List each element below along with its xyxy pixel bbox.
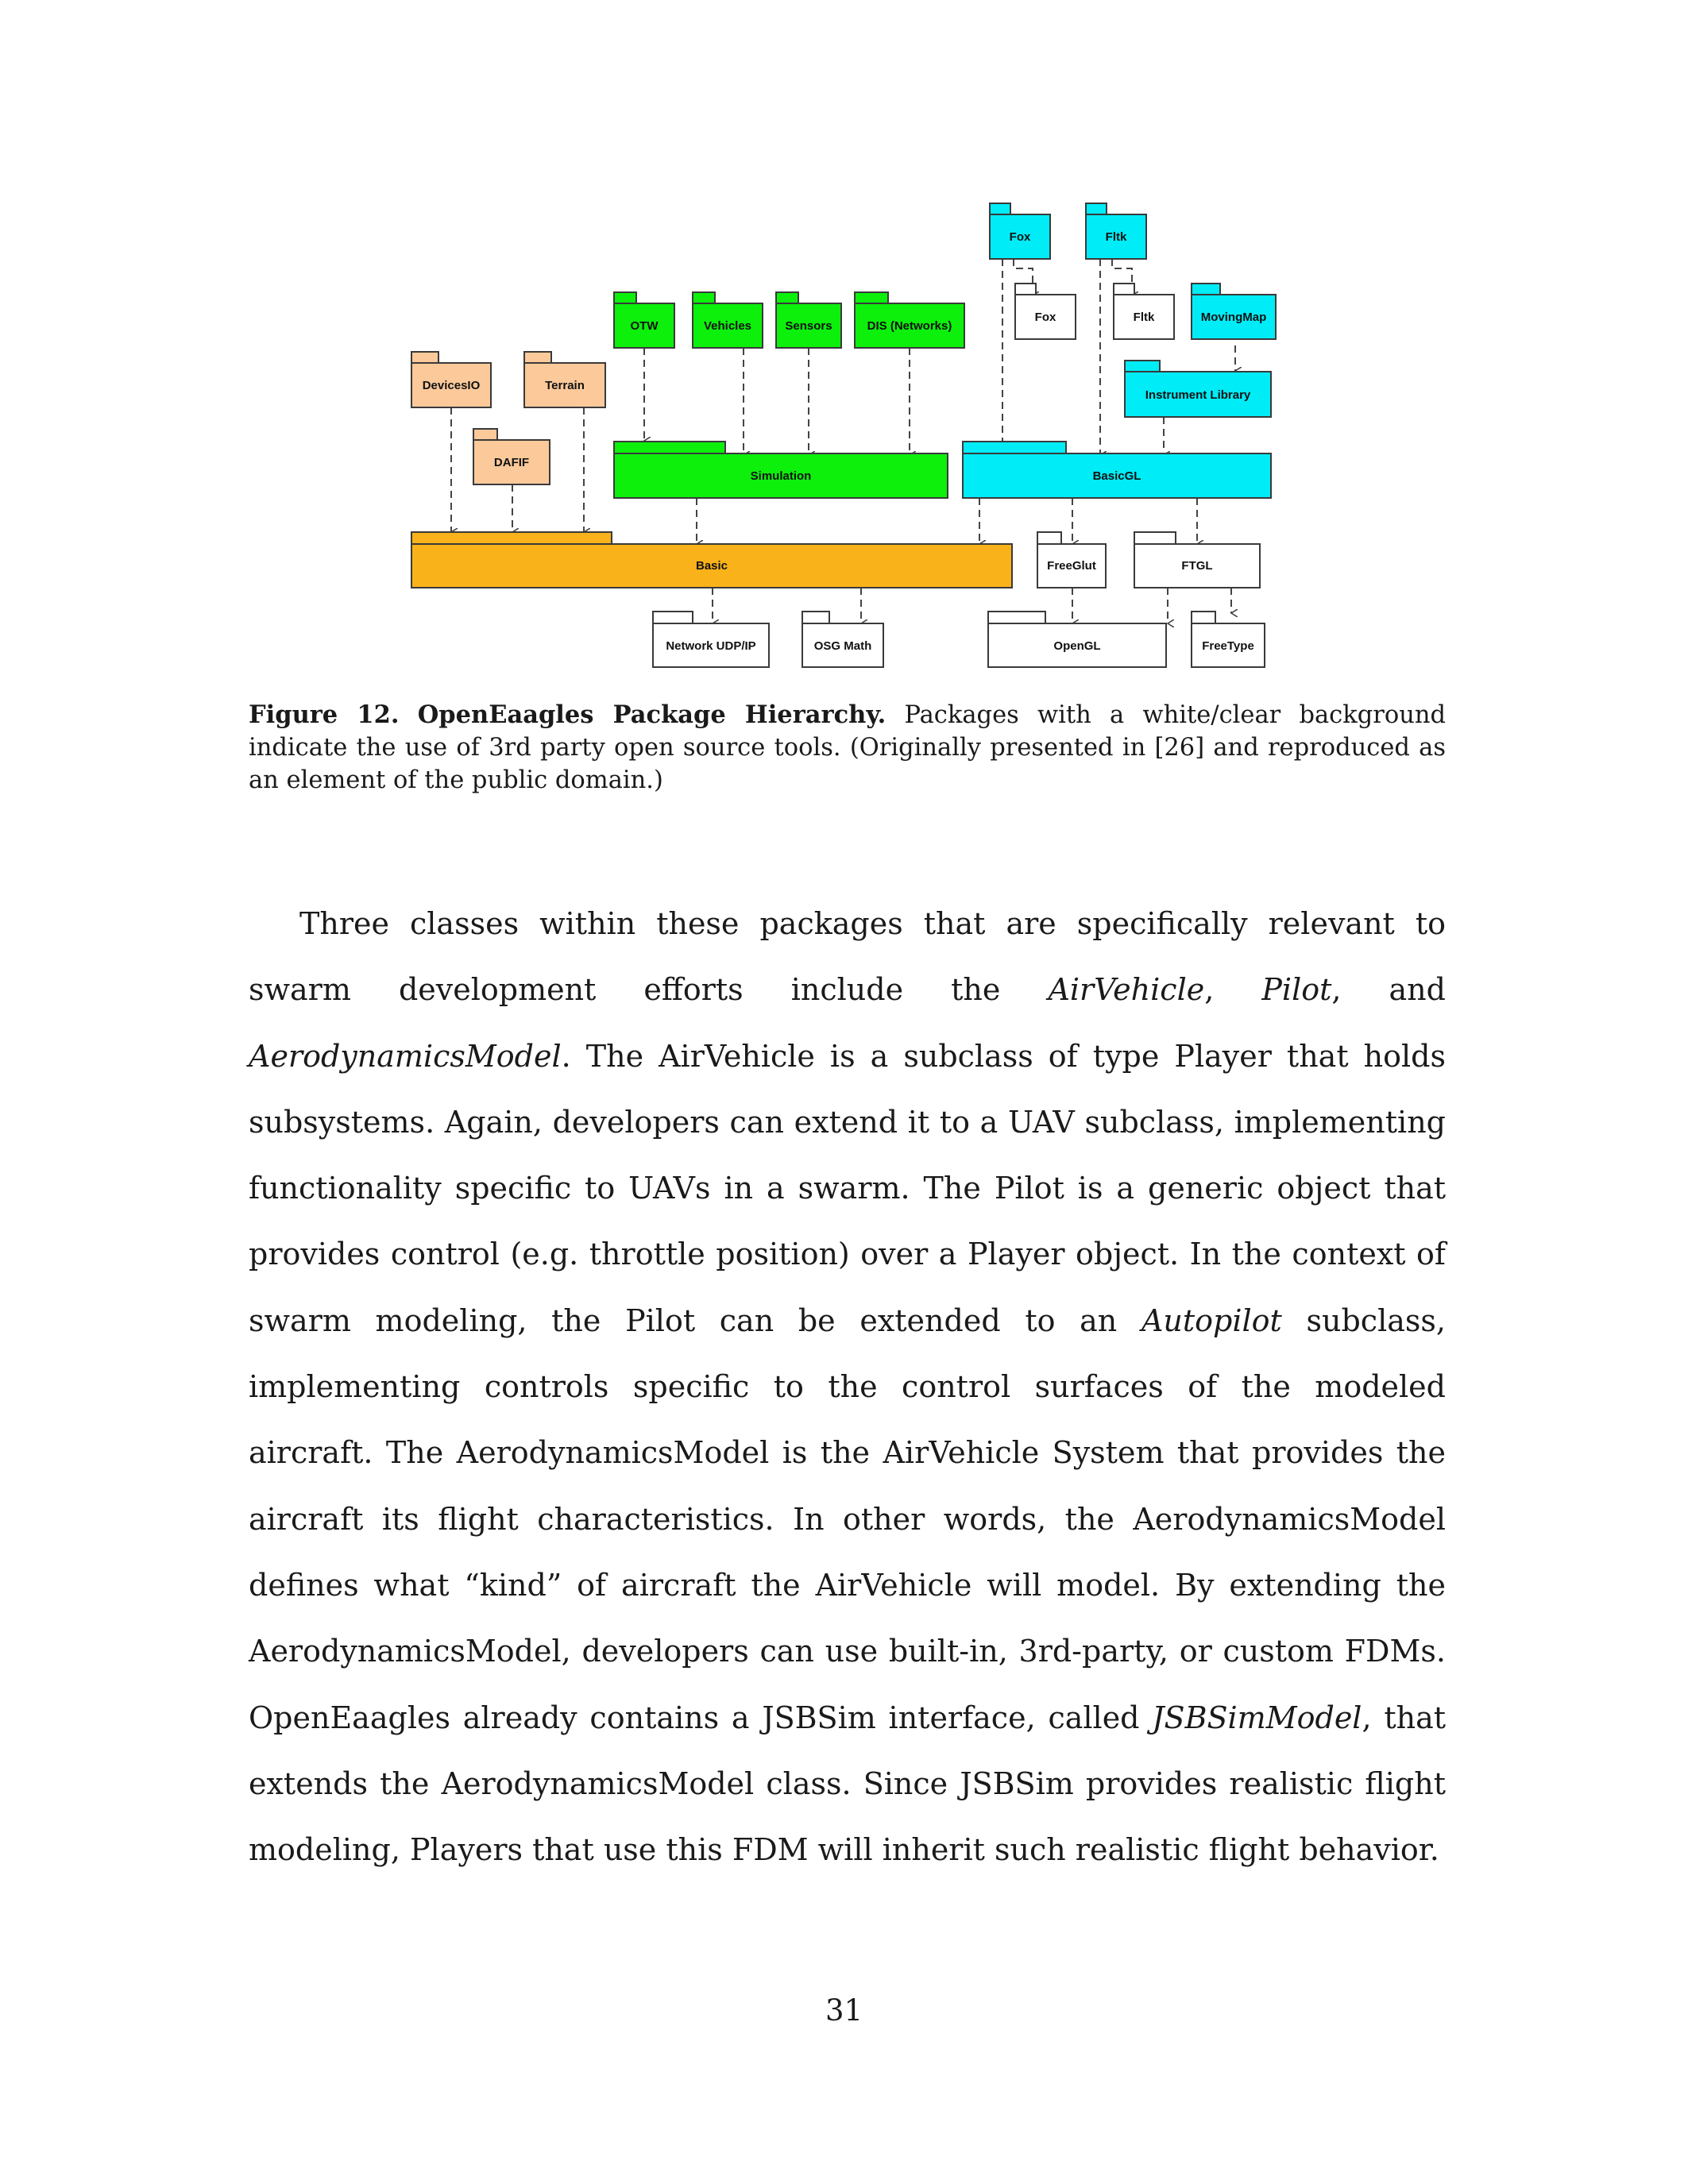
body-text-span: . The AirVehicle is a subclass of type Player that holds subsystems. Again, developers can extend it to a UAV subclass, implementing functionality specific to UAVs in a swarm. The Pilot is a generic object that provides control (e.g. throttle position) over a Player object. In the context of swarm modeling, the Pilot can be extended to an bbox=[249, 1038, 1446, 1338]
package-label: OpenGL bbox=[1053, 639, 1101, 653]
package-network-udp-ip bbox=[653, 612, 769, 667]
body-paragraph bbox=[249, 891, 1446, 1883]
body-text-span: subclass, implementing controls specific to the control surfaces of the modeled aircraft. The AerodynamicsModel is the AirVehicle System that provides the aircraft its flight characteristics. In other words, the AerodynamicsModel defines what “kind” of aircraft the AirVehicle will model. By extending the AerodynamicsModel, developers can use built-in, 3rd-party, or custom FDMs. OpenEaagles already contains a JSBSim interface, called bbox=[249, 1302, 1446, 1735]
figure-label: Figure 12. bbox=[249, 700, 400, 729]
package-basicgl bbox=[963, 442, 1271, 498]
package-label: Basic bbox=[695, 559, 728, 573]
package-simulation bbox=[614, 442, 948, 498]
body-text-span: , and bbox=[1331, 972, 1446, 1008]
package-dafif bbox=[473, 429, 550, 484]
package-label: OTW bbox=[630, 319, 659, 333]
package-label: DevicesIO bbox=[422, 379, 481, 392]
package-basic bbox=[411, 532, 1012, 588]
figure-caption bbox=[249, 699, 1446, 797]
package-terrain bbox=[524, 352, 605, 407]
package-hierarchy-diagram bbox=[0, 0, 1688, 683]
package-label: FreeType bbox=[1202, 639, 1254, 653]
body-text-span: , bbox=[1204, 972, 1262, 1008]
class-name-autopilot: Autopilot bbox=[1141, 1302, 1282, 1338]
package-label: Sensors bbox=[785, 319, 832, 333]
package-label: FTGL bbox=[1181, 559, 1213, 573]
package-fltk-3rd-party bbox=[1114, 284, 1174, 339]
body-text-span: Three classes within these packages that are specifically relevant to swarm development efforts include the bbox=[249, 906, 1446, 1008]
package-label: Simulation bbox=[750, 469, 812, 483]
package-fltk-top bbox=[1086, 203, 1146, 259]
package-label: Vehicles bbox=[703, 319, 752, 333]
package-vehicles bbox=[693, 292, 763, 348]
package-movingmap bbox=[1192, 284, 1276, 339]
class-name-airvehicle: AirVehicle bbox=[1048, 972, 1205, 1008]
class-name-aerodynamicsmodel: AerodynamicsModel bbox=[249, 1038, 562, 1074]
package-devicesio bbox=[411, 352, 491, 407]
package-dis-networks bbox=[855, 292, 964, 348]
package-opengl bbox=[988, 612, 1166, 667]
package-label: Terrain bbox=[545, 379, 585, 392]
package-freetype bbox=[1192, 612, 1265, 667]
package-label: Fltk bbox=[1133, 311, 1155, 324]
package-label: Instrument Library bbox=[1145, 388, 1251, 402]
page-number: 31 bbox=[825, 1993, 863, 2028]
package-osg-math bbox=[802, 612, 883, 667]
package-label: OSG Math bbox=[813, 639, 872, 653]
package-label: Fox bbox=[1034, 311, 1056, 324]
package-sensors bbox=[776, 292, 841, 348]
package-label: Fox bbox=[1009, 230, 1031, 244]
package-label: DAFIF bbox=[493, 456, 530, 469]
package-label: Fltk bbox=[1105, 230, 1127, 244]
class-name-jsbsimmodel: JSBSimModel bbox=[1152, 1700, 1362, 1735]
package-label: BasicGL bbox=[1092, 469, 1141, 483]
package-instrument-library bbox=[1125, 361, 1271, 417]
package-fox-3rd-party bbox=[1015, 284, 1076, 339]
figure-title: OpenEaagles Package Hierarchy. bbox=[417, 700, 886, 729]
package-label: DIS (Networks) bbox=[867, 319, 952, 333]
figure-caption-text: Packages with a white/clear background indicate the use of 3rd party open source tools. (Originally presented in [26] and reproduced as an element of the public domain.) bbox=[249, 701, 1447, 794]
package-label: FreeGlut bbox=[1047, 559, 1096, 573]
package-label: Network UDP/IP bbox=[666, 639, 756, 653]
package-otw bbox=[614, 292, 674, 348]
package-label: MovingMap bbox=[1200, 311, 1267, 324]
class-name-pilot: Pilot bbox=[1261, 972, 1332, 1008]
body-text-span: , that extends the AerodynamicsModel class. Since JSBSim provides realistic flight modeling, Players that use this FDM will inherit such realistic flight behavior. bbox=[249, 1700, 1447, 1868]
package-fox-top bbox=[990, 203, 1050, 259]
